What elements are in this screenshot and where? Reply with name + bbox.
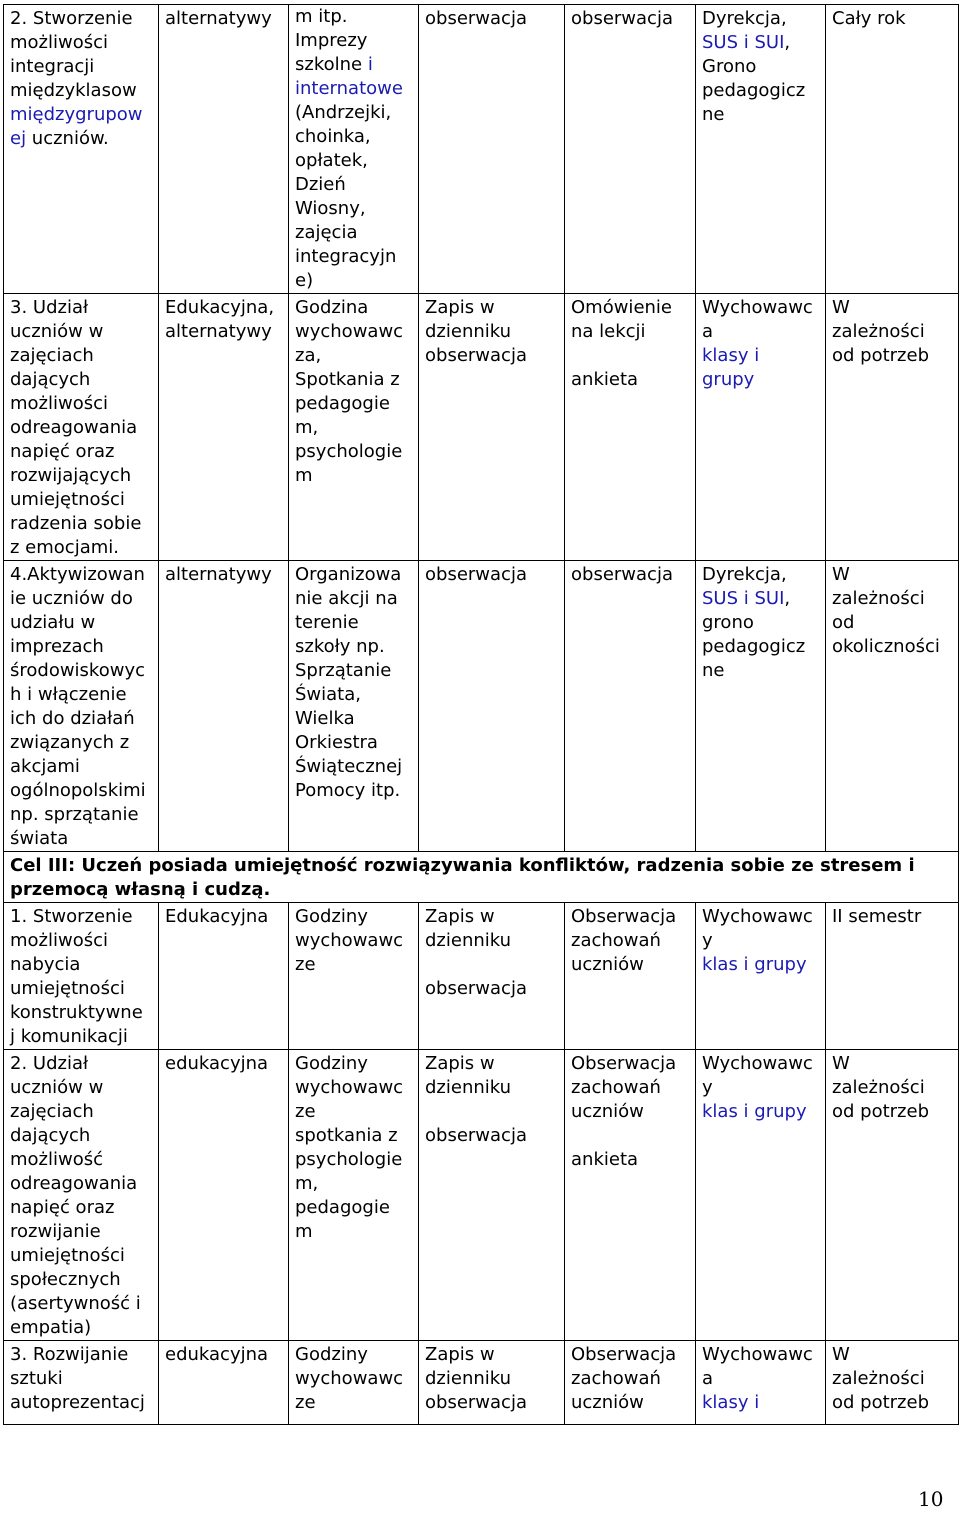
time-cell — [826, 1050, 959, 1341]
cell-line: Dyrekcja, — [702, 8, 787, 29]
cell-line: obserwacja — [425, 1392, 527, 1413]
cell-line: a — [702, 321, 714, 342]
eval-method-cell — [565, 294, 696, 561]
cell-text: i — [367, 54, 373, 75]
cell-line — [295, 53, 414, 77]
task-cell — [4, 903, 159, 1050]
eval-method-cell — [565, 5, 696, 294]
table-row — [4, 561, 959, 852]
table-row — [4, 1050, 959, 1341]
cell-line: dzienniku — [425, 1077, 512, 1098]
cell-line: zależności — [832, 1077, 925, 1098]
cell-line: psychologie — [295, 441, 403, 462]
cell-line: zależności — [832, 321, 925, 342]
cell-line: Zapis w — [425, 1344, 495, 1365]
cell-line: ne — [702, 660, 725, 681]
cell-line: Omówienie — [571, 297, 672, 318]
cell-line: ogólnopolskimi — [10, 780, 146, 801]
table-row — [4, 294, 959, 561]
cell-line: dających — [10, 369, 91, 390]
cell-line: autoprezentacj — [10, 1392, 145, 1413]
form-cell — [159, 1050, 289, 1341]
task-cell — [4, 1341, 159, 1425]
cell-line: alternatywy — [165, 8, 272, 29]
cell-text: międzygrupow — [10, 104, 143, 125]
task-cell — [4, 1050, 159, 1341]
plan-table — [3, 4, 959, 1425]
cell-line: odreagowania — [10, 417, 138, 438]
cell-line — [571, 344, 691, 368]
cell-line: m, — [295, 417, 319, 438]
cell-line: uczniów — [571, 954, 644, 975]
cell-line: ich do działań — [10, 708, 135, 729]
cell-line — [571, 1124, 691, 1148]
cell-line: nabycia — [10, 954, 81, 975]
cell-line: Dyrekcja, — [702, 564, 787, 585]
cell-text: ej — [10, 128, 27, 149]
cell-line: ie uczniów do — [10, 588, 133, 609]
cell-line: wychowawc — [295, 930, 404, 951]
cell-line: Sprzątanie — [295, 660, 392, 681]
cell-line: Grono — [702, 56, 757, 77]
cell-line: dzienniku — [425, 321, 512, 342]
cell-line: Orkiestra — [295, 732, 378, 753]
cell-line: dzienniku — [425, 1368, 512, 1389]
cell-line: zależności — [832, 588, 925, 609]
cell-line: Wiosny, — [295, 198, 366, 219]
cell-line: Wychowawc — [702, 297, 813, 318]
cell-line: klas i grupy — [702, 1101, 807, 1122]
cell-line: wychowawc — [295, 1368, 404, 1389]
cell-line: terenie — [295, 612, 359, 633]
cell-line: W — [832, 1053, 850, 1074]
cell-line: klasy i — [702, 1392, 760, 1413]
eval-tool-cell — [419, 1050, 565, 1341]
cell-line: ze — [295, 954, 316, 975]
cell-line: imprezach — [10, 636, 104, 657]
cell-line: uczniów — [571, 1392, 644, 1413]
cell-line — [295, 5, 414, 29]
cell-line: Wychowawc — [702, 1053, 813, 1074]
cell-line — [425, 953, 560, 977]
cell-line: alternatywy — [165, 564, 272, 585]
cell-line: a — [702, 1368, 714, 1389]
cell-line: spotkania z — [295, 1125, 398, 1146]
cell-line: na lekcji — [571, 321, 646, 342]
cell-line: dających — [10, 1125, 91, 1146]
cell-line: 4.Aktywizowan — [10, 564, 145, 585]
cell-line: 1. Stworzenie — [10, 906, 133, 927]
cell-line — [702, 587, 821, 611]
cell-line: W — [832, 564, 850, 585]
cell-line: odreagowania — [10, 1173, 138, 1194]
cell-line: pedagogicz — [702, 80, 806, 101]
cell-line: Zapis w — [425, 297, 495, 318]
cell-line — [10, 127, 154, 151]
cell-line: Dzień — [295, 174, 346, 195]
time-cell — [826, 561, 959, 852]
cell-line: międzyklasow — [10, 80, 137, 101]
cell-line: od potrzeb — [832, 345, 930, 366]
cell-line: wychowawc — [295, 321, 404, 342]
cell-line: akcjami — [10, 756, 80, 777]
cell-line: empatia) — [10, 1317, 92, 1338]
cell-line: świata — [10, 828, 69, 849]
cell-line: edukacyjna — [165, 1344, 269, 1365]
table-row — [4, 5, 959, 294]
cell-line: rozwijających — [10, 465, 132, 486]
cell-text: m itp. — [295, 6, 348, 27]
table-row — [4, 903, 959, 1050]
cell-line — [425, 1100, 560, 1124]
cell-line: środowiskowyc — [10, 660, 145, 681]
eval-tool-cell — [419, 5, 565, 294]
eval-tool-cell — [419, 903, 565, 1050]
cell-line: zależności — [832, 1368, 925, 1389]
cell-line: zachowań — [571, 1368, 661, 1389]
cell-line: Zapis w — [425, 906, 495, 927]
eval-method-cell — [565, 903, 696, 1050]
goal-row — [4, 852, 959, 903]
cell-line: uczniów — [571, 1101, 644, 1122]
cell-line: za, — [295, 345, 322, 366]
cell-line: Godzina — [295, 297, 369, 318]
cell-line: Organizowa — [295, 564, 402, 585]
cell-text: SUS i SUI — [702, 588, 785, 609]
cell-line: możliwości — [10, 393, 109, 414]
cell-line: obserwacja — [425, 564, 527, 585]
method-cell — [289, 903, 419, 1050]
time-cell — [826, 1341, 959, 1425]
form-cell — [159, 903, 289, 1050]
cell-line: np. sprzątanie — [10, 804, 139, 825]
cell-text: SUS i SUI — [702, 32, 785, 53]
cell-line: dzienniku — [425, 930, 512, 951]
eval-tool-cell — [419, 561, 565, 852]
cell-line: klas i grupy — [702, 954, 807, 975]
goal-heading: Cel III: Uczeń posiada umiejętność rozwiązywania konfliktów, radzenia sobie ze stresem i przemocą własną i cudzą. — [4, 852, 959, 903]
method-cell — [289, 561, 419, 852]
form-cell — [159, 1341, 289, 1425]
cell-line: h i włączenie — [10, 684, 127, 705]
cell-line: m — [295, 465, 313, 486]
cell-line: zajęciach — [10, 345, 94, 366]
cell-line: ankieta — [571, 1149, 639, 1170]
cell-line: od potrzeb — [832, 1101, 930, 1122]
cell-line: 3. Udział — [10, 297, 89, 318]
eval-method-cell — [565, 561, 696, 852]
method-cell — [289, 1050, 419, 1341]
cell-line: obserwacja — [425, 345, 527, 366]
cell-line: możliwość — [10, 1149, 104, 1170]
cell-line: pedagogicz — [702, 636, 806, 657]
responsible-cell — [696, 1341, 826, 1425]
cell-line: y — [702, 1077, 713, 1098]
cell-line: (asertywność i — [10, 1293, 141, 1314]
eval-tool-cell — [419, 1341, 565, 1425]
cell-line: edukacyjna — [165, 1053, 269, 1074]
cell-line: choinka, — [295, 126, 371, 147]
cell-line: Edukacyjna, — [165, 297, 275, 318]
cell-line: Godziny — [295, 1053, 368, 1074]
cell-line: Imprezy — [295, 30, 368, 51]
task-cell — [4, 294, 159, 561]
cell-line: obserwacja — [571, 564, 673, 585]
cell-line: opłatek, — [295, 150, 368, 171]
cell-line: okoliczności — [832, 636, 940, 657]
cell-line: ze — [295, 1101, 316, 1122]
cell-line — [702, 31, 821, 55]
cell-line: sztuki — [10, 1368, 63, 1389]
time-cell — [826, 294, 959, 561]
time-cell — [826, 903, 959, 1050]
cell-line: Cały rok — [832, 8, 906, 29]
cell-line: m — [295, 1221, 313, 1242]
eval-method-cell — [565, 1341, 696, 1425]
cell-line: wychowawc — [295, 1077, 404, 1098]
cell-line: m, — [295, 1173, 319, 1194]
cell-line: Obserwacja — [571, 906, 677, 927]
cell-line: z emocjami. — [10, 537, 119, 558]
cell-line: od — [832, 612, 855, 633]
cell-line: (Andrzejki, — [295, 102, 392, 123]
eval-tool-cell — [419, 294, 565, 561]
cell-line — [295, 77, 414, 101]
cell-line: napięć oraz — [10, 1197, 115, 1218]
cell-text: internatowe — [295, 78, 403, 99]
cell-line: szkoły np. — [295, 636, 385, 657]
cell-line: możliwości — [10, 32, 109, 53]
page-number: 10 — [918, 1487, 944, 1511]
time-cell — [826, 5, 959, 294]
cell-line: umiejętności — [10, 1245, 125, 1266]
cell-line: obserwacja — [425, 8, 527, 29]
cell-line: Pomocy itp. — [295, 780, 401, 801]
cell-line: Zapis w — [425, 1053, 495, 1074]
cell-line: 2. Stworzenie — [10, 8, 133, 29]
cell-line — [10, 103, 154, 127]
cell-line: umiejętności — [10, 978, 125, 999]
cell-line: ankieta — [571, 369, 639, 390]
form-cell — [159, 561, 289, 852]
cell-line: y — [702, 930, 713, 951]
responsible-cell — [696, 561, 826, 852]
cell-line: Wielka — [295, 708, 355, 729]
method-cell — [289, 5, 419, 294]
cell-line: pedagogie — [295, 393, 390, 414]
cell-line: W — [832, 1344, 850, 1365]
cell-line: społecznych — [10, 1269, 121, 1290]
cell-line: radzenia sobie — [10, 513, 142, 534]
responsible-cell — [696, 903, 826, 1050]
cell-line: ne — [702, 104, 725, 125]
cell-line: integracyjn — [295, 246, 397, 267]
cell-line: 3. Rozwijanie — [10, 1344, 129, 1365]
cell-line: ze — [295, 1392, 316, 1413]
cell-line: zajęcia — [295, 222, 358, 243]
cell-line: Wychowawc — [702, 1344, 813, 1365]
responsible-cell — [696, 5, 826, 294]
cell-line: obserwacja — [425, 978, 527, 999]
cell-line: zachowań — [571, 1077, 661, 1098]
goal-section — [4, 852, 959, 903]
cell-text: , — [784, 32, 791, 53]
form-cell — [159, 5, 289, 294]
task-cell — [4, 561, 159, 852]
cell-line: uczniów w — [10, 321, 104, 342]
method-cell — [289, 1341, 419, 1425]
cell-line: rozwijanie — [10, 1221, 101, 1242]
cell-text: szkolne — [295, 54, 368, 75]
table-row — [4, 1341, 959, 1425]
method-cell — [289, 294, 419, 561]
cell-line: związanych z — [10, 732, 130, 753]
eval-method-cell — [565, 1050, 696, 1341]
cell-line: obserwacja — [425, 1125, 527, 1146]
responsible-cell — [696, 1050, 826, 1341]
cell-line: Obserwacja — [571, 1053, 677, 1074]
cell-text: uczniów. — [26, 128, 109, 149]
cell-line: nie akcji na — [295, 588, 398, 609]
responsible-cell — [696, 294, 826, 561]
cell-line: grupy — [702, 369, 755, 390]
cell-line: Świątecznej — [295, 756, 403, 777]
cell-line: konstruktywne — [10, 1002, 143, 1023]
cell-text: , — [784, 588, 791, 609]
cell-line: klasy i — [702, 345, 760, 366]
cell-line: e) — [295, 270, 314, 291]
cell-line: udziału w — [10, 612, 96, 633]
cell-line: Spotkania z — [295, 369, 400, 390]
cell-line: napięć oraz — [10, 441, 115, 462]
cell-line: alternatywy — [165, 321, 272, 342]
cell-line: Świata, — [295, 684, 361, 705]
cell-line: obserwacja — [571, 8, 673, 29]
cell-line: grono — [702, 612, 754, 633]
bottom-section — [4, 903, 959, 1425]
cell-line: integracji — [10, 56, 95, 77]
cell-line: Wychowawc — [702, 906, 813, 927]
cell-line: W — [832, 297, 850, 318]
cell-line: umiejętności — [10, 489, 125, 510]
cell-line: Obserwacja — [571, 1344, 677, 1365]
cell-line: Edukacyjna — [165, 906, 269, 927]
cell-line: Godziny — [295, 1344, 368, 1365]
cell-line: od potrzeb — [832, 1392, 930, 1413]
cell-line: pedagogie — [295, 1197, 390, 1218]
cell-line: psychologie — [295, 1149, 403, 1170]
cell-line: zachowań — [571, 930, 661, 951]
top-section — [4, 5, 959, 852]
cell-line: j komunikacji — [10, 1026, 128, 1047]
cell-line: uczniów w — [10, 1077, 104, 1098]
cell-line: II semestr — [832, 906, 922, 927]
cell-line: Godziny — [295, 906, 368, 927]
cell-line: zajęciach — [10, 1101, 94, 1122]
cell-line: możliwości — [10, 930, 109, 951]
task-cell — [4, 5, 159, 294]
form-cell — [159, 294, 289, 561]
cell-line: 2. Udział — [10, 1053, 89, 1074]
